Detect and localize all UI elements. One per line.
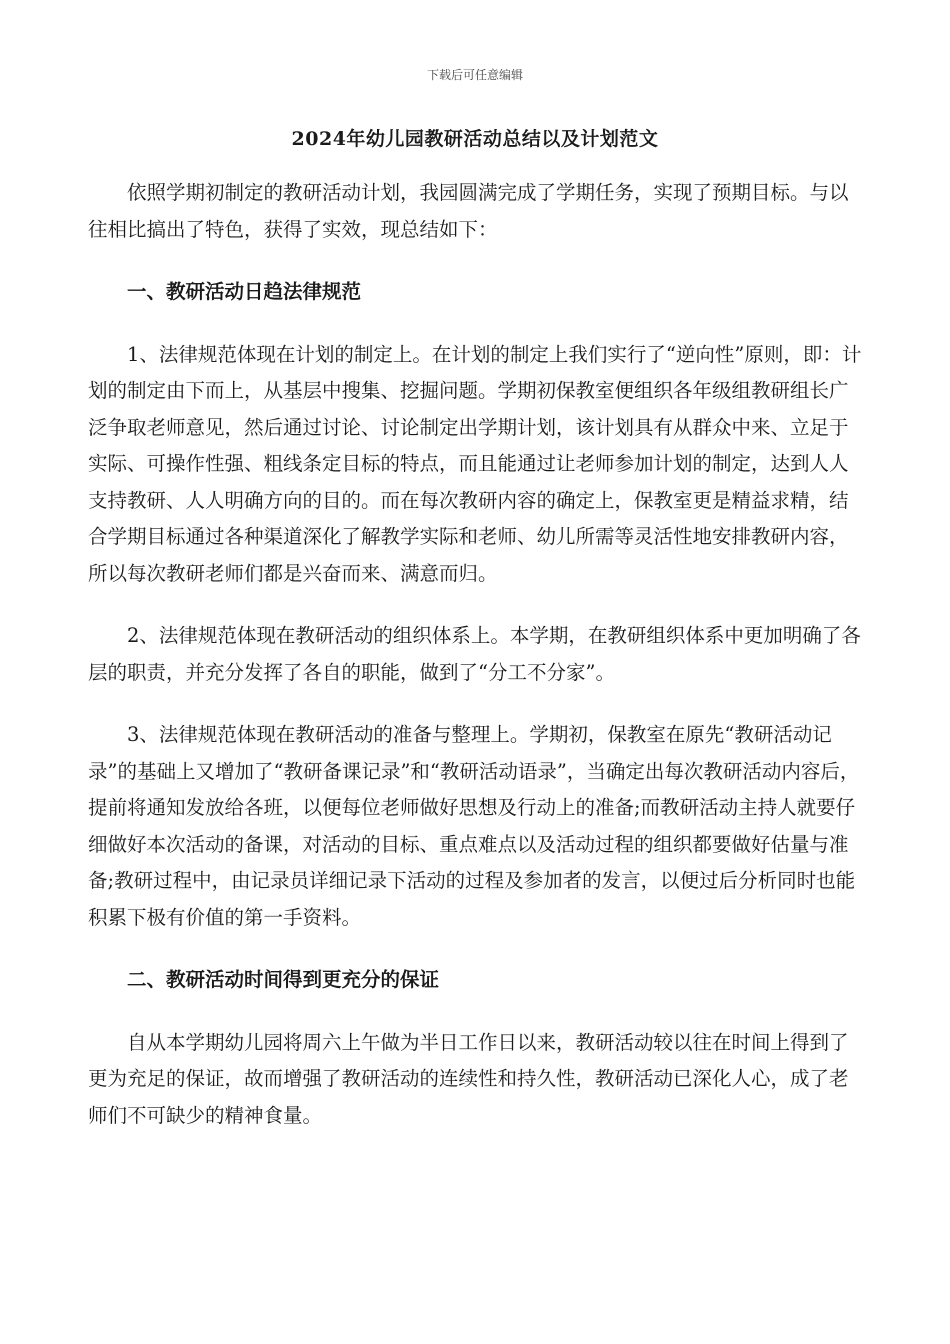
paragraph-gap (88, 592, 863, 618)
paragraph-gap (88, 999, 863, 1025)
document-body (88, 175, 863, 1134)
section1-paragraph-2: 2、法律规范体现在教研活动的组织体系上。本学期，在教研组织体系中更加明确了各层的职责，并充分发挥了各自的职能，做到了“分工不分家”。 (88, 624, 861, 684)
intro-paragraph: 依照学期初制定的教研活动计划，我园圆满完成了学期任务，实现了预期目标。与以往相比搞出了特色，获得了实效，现总结如下： (88, 181, 849, 241)
header-note: 下载后可任意编辑 (426, 68, 523, 82)
paragraph-gap (88, 311, 863, 337)
section2-paragraph-1: 自从本学期幼儿园将周六上午做为半日工作日以来，教研活动较以往在时间上得到了更为充足的保证，故而增强了教研活动的连续性和持久性，教研活动已深化人心，成了老师们不可缺少的精神食量。 (88, 1030, 849, 1127)
paragraph-gap (88, 936, 863, 962)
section1-paragraph-1: 1、法律规范体现在计划的制定上。在计划的制定上我们实行了“逆向性”原则，即：计划的制定由下而上，从基层中搜集、挖掘问题。学期初保教室便组织各年级组教研组长广泛争取老师意见，然后通过讨论、讨论制定出学期计划，该计划具有从群众中来、立足于实际、可操作性强、粗线条定目标的特点，而且能通过让老师参加计划的制定，达到人人支持教研、人人明确方向的目的。而在每次教研内容的确定上，保教室更是精益求精，结合学期目标通过各种渠道深化了解教学实际和老师、幼儿所需等灵活性地安排教研内容，所以每次教研老师们都是兴奋而来、满意而归。 (88, 342, 862, 585)
paragraph-gap (88, 691, 863, 717)
section1-paragraph-3: 3、法律规范体现在教研活动的准备与整理上。学期初，保教室在原先“教研活动记录”的基础上又增加了“教研备课记录”和“教研活动语录”，当确定出每次教研活动内容后，提前将通知发放给各班，以便每位老师做好思想及行动上的准备;而教研活动主持人就要仔细做好本次活动的备课，对活动的目标、重点难点以及活动过程的组织都要做好估量与准备;教研过程中，由记录员详细记录下活动的过程及参加者的发言，以便过后分析同时也能积累下极有价值的第一手资料。 (88, 723, 860, 929)
document-title: 2024年幼儿园教研活动总结以及计划范文 (291, 128, 659, 150)
section-heading-2: 二、教研活动时间得到更充分的保证 (127, 968, 440, 991)
paragraph-gap (88, 248, 863, 274)
section-heading-1: 一、教研活动日趋法律规范 (127, 280, 362, 303)
